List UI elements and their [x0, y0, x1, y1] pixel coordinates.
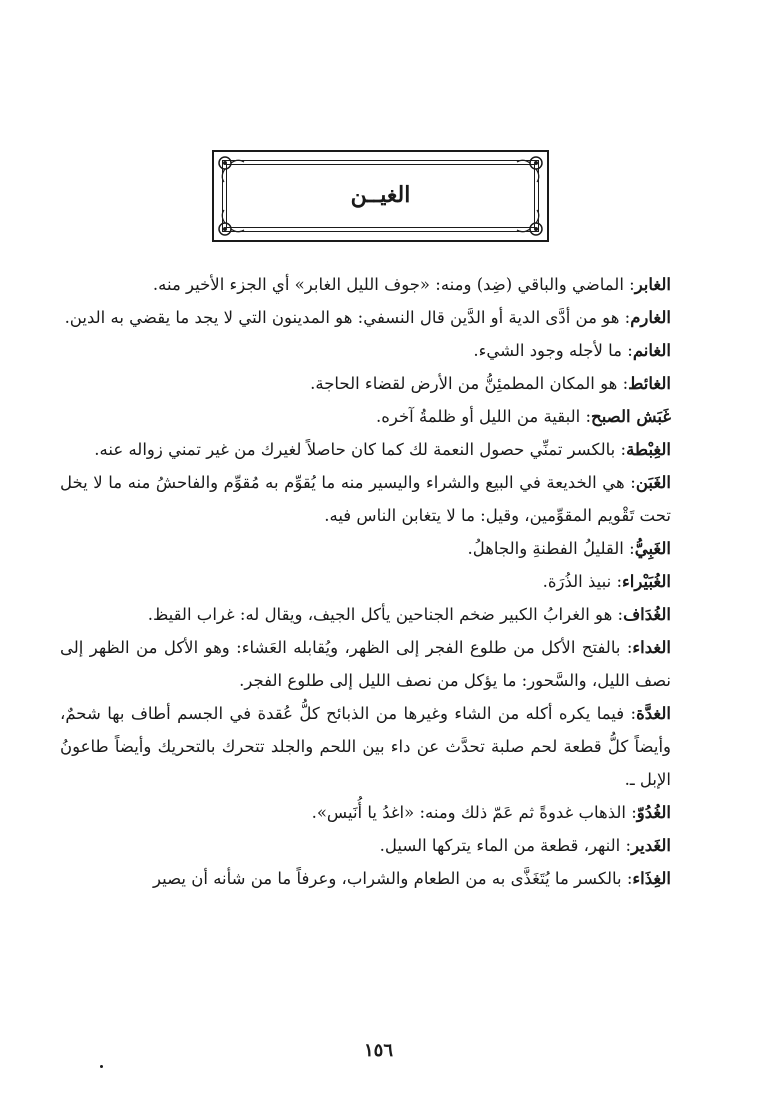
entry-definition: : هي الخديعة في البيع والشراء واليسير منه ما يُقوِّم به مُقوِّم والفاحشُ منه ما لا يخل تحت تَقْويم المقوِّمين، وقيل: ما لا يتغابن الناس فيه.: [60, 473, 671, 525]
entry: [60, 301, 671, 334]
entry: [60, 400, 671, 433]
entry-term: الغَبِيُّ: [634, 539, 671, 558]
entry: [60, 796, 671, 829]
entry-definition: : النهر، قطعة من الماء يتركها السيل.: [379, 836, 632, 855]
entry-term: الغَدير: [631, 836, 671, 855]
dictionary-entries: [60, 268, 671, 895]
entry-term: الغداء: [632, 638, 671, 657]
entry-definition: : نبيذ الذُرَة.: [542, 572, 623, 591]
entry-term: الغُدُوّ: [636, 803, 671, 822]
entry-definition: : الذهاب غدوةً ثم عَمّ ذلك ومنه: «اغدُ يا أُنَيس».: [311, 803, 637, 822]
entry-term: الغُبَيْراء: [622, 572, 671, 591]
printer-mark: [100, 1065, 103, 1068]
entry-term: الغِبْطة: [626, 440, 671, 459]
entry: [60, 631, 671, 697]
entry-term: غَبَش الصبح: [591, 407, 671, 426]
entry-definition: : بالكسر تمنِّي حصول النعمة لك كما كان حاصلاً لغيرك من غير تمني زواله عنه.: [94, 440, 627, 459]
entry-definition: : فيما يكره أكله من الشاء وغيرها من الذبائح كلُّ عُقدة في الجسم أطاف بها شحمٌ، وأيضاً كلُّ قطعة لحم صلبة تحدَّث عن داء بين اللحم والجلد تتحرك بالتحريك وأيضاً طاعونُ الإبل ـ.: [60, 704, 671, 789]
entry: [60, 565, 671, 598]
entry: [60, 433, 671, 466]
entry: [60, 367, 671, 400]
entry: [60, 334, 671, 367]
page-number: ١٥٦: [363, 1040, 393, 1061]
entry-definition: : القليلُ الفطنةِ والجاهلُ.: [467, 539, 635, 558]
entry-term: الغائط: [628, 374, 671, 393]
entry-definition: : بالكسر ما يُتَغَذَّى به من الطعام والشراب، وعرفاً ما من شأنه أن يصير: [153, 869, 633, 888]
entry-term: الغدَّة: [636, 704, 671, 723]
entry-term: الغِذَاء: [632, 869, 671, 888]
entry: [60, 697, 671, 796]
entry: [60, 532, 671, 565]
entry-definition: : الماضي والباقي (ضِد) ومنه: «جوف الليل الغابر» أي الجزء الأخير منه.: [152, 275, 635, 294]
entry-definition: : هو الغرابُ الكبير ضخم الجناحين يأكل الجيف، ويقال له: غراب القيظ.: [147, 605, 624, 624]
entry: [60, 268, 671, 301]
entry: [60, 829, 671, 862]
entry-term: الغابر: [634, 275, 671, 294]
entry-definition: : البقية من الليل أو ظلمةُ آخره.: [375, 407, 592, 426]
entry-term: الغانم: [632, 341, 671, 360]
entry-definition: : هو المكان المطمئِنُّ من الأرض لقضاء الحاجة.: [310, 374, 629, 393]
entry-definition: : هو من أدَّى الدية أو الدَّين قال النسفي: هو المدينون التي لا يجد ما يقضي به الدين.: [64, 308, 631, 327]
entry: [60, 598, 671, 631]
entry-term: الغَبَن: [635, 473, 671, 492]
entry-definition: : بالفتح الأكل من طلوع الفجر إلى الظهر، ويُقابله العَشاء: وهو الأكل من الظهر إلى نصف الليل، والسَّحور: ما يؤكل من نصف الليل إلى طلوع الفجر.: [60, 638, 671, 690]
entry: [60, 466, 671, 532]
entry-definition: : ما لأجله وجود الشيء.: [473, 341, 633, 360]
chapter-title: الغيــن: [350, 182, 411, 208]
chapter-heading-frame: [212, 150, 549, 242]
entry: [60, 862, 671, 895]
entry-term: الغارم: [630, 308, 671, 327]
entry-term: الغُدَاف: [623, 605, 671, 624]
